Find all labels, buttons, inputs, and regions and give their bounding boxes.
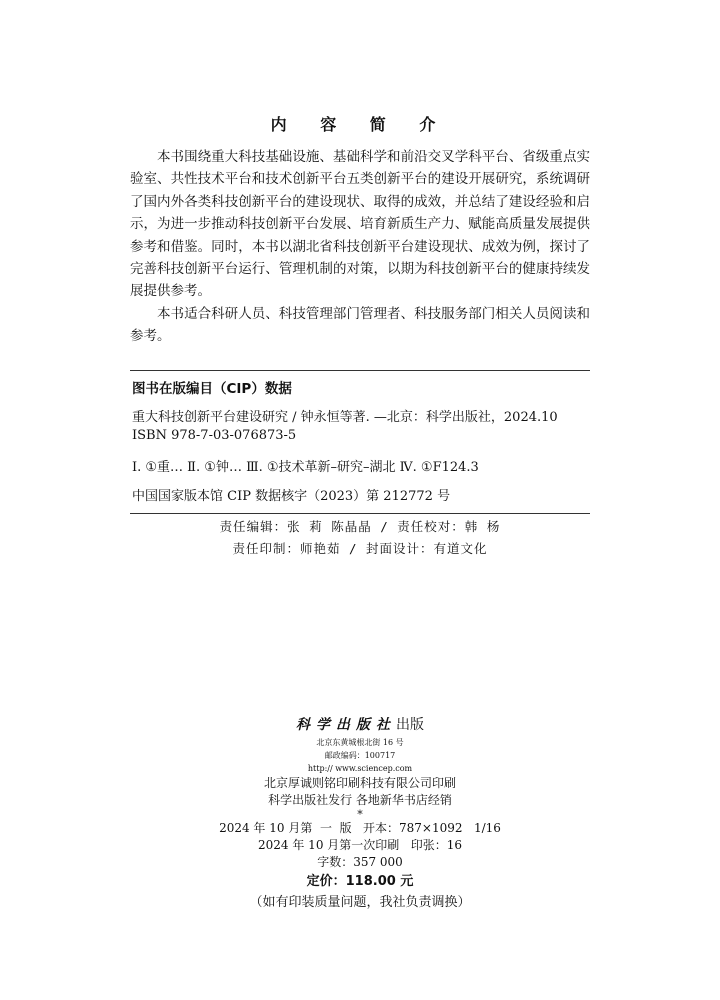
editors-credits (0, 516, 720, 560)
publisher-block (0, 714, 720, 914)
edition-info: 2024 年 10 月第 一 版 开本：787×1092 1/16 (219, 821, 501, 835)
publisher-logo: 科学出版社 (296, 717, 396, 733)
cip-title: 图书在版编目（CIP）数据 (132, 381, 292, 397)
intro-title: 内 容 简 介 (270, 115, 450, 134)
quality-note: （如有印装质量问题，我社负责调换） (249, 895, 471, 910)
intro-paragraph: 本书围绕重大科技基础设施、基础科学和前沿交叉学科平台、省级重点实验室、共性技术平台和技术创新平台五类创新平台的建设开展研究，系统调研了国内外各类科技创新平台的建设现状、取得的成效，并总结了建设经验和启示，为进一步推动科技创新平台发展、培育新质生产力、赋能高质量发展提供参考和借鉴。同时，本书以湖北省科技创新平台建设现状、成效为例，探讨了完善科技创新平台运行、管理机制的对策，以期为科技创新平台的健康持续发展提供参考。 (130, 149, 590, 300)
separator-star: * (357, 808, 363, 821)
price: 定价：118.00 元 (306, 874, 414, 889)
printer-info: 北京厚诚则铭印刷科技有限公司印刷 (263, 776, 456, 790)
editors-line: 责任印制：师艳茹 / 封面设计：有道文化 (232, 541, 488, 556)
publisher-postcode: 邮政编码：100717 (324, 751, 396, 760)
cip-bibliographic-line: 重大科技创新平台建设研究 / 钟永恒等著. —北京：科学出版社，2024.10 (132, 410, 558, 425)
publisher-suffix: 出版 (396, 717, 424, 733)
printing-info: 2024 年 10 月第一次印刷 印张：16 (258, 838, 462, 852)
cip-classification: Ⅰ. ①重… Ⅱ. ①钟… Ⅲ. ①技术革新–研究–湖北 Ⅳ. ①F124.3 (132, 460, 479, 475)
publisher-website: http:// www.sciencep.com (307, 764, 413, 773)
intro-paragraph: 本书适合科研人员、科技管理部门管理者、科技服务部门相关人员阅读和参考。 (130, 305, 590, 345)
distribution-info: 科学出版社发行 各地新华书店经销 (268, 793, 452, 807)
cip-isbn: ISBN 978-7-03-076873-5 (132, 428, 297, 443)
intro-summary (130, 146, 590, 348)
word-count: 字数：357 000 (317, 855, 403, 869)
cip-record-number: 中国国家版本馆 CIP 数据核字（2023）第 212772 号 (132, 489, 451, 504)
editors-line: 责任编辑：张 莉 陈晶晶 / 责任校对：韩 杨 (219, 519, 501, 534)
publisher-name (0, 714, 720, 736)
cip-block (130, 370, 590, 514)
publisher-address: 北京东黄城根北街 16 号 (316, 738, 404, 747)
